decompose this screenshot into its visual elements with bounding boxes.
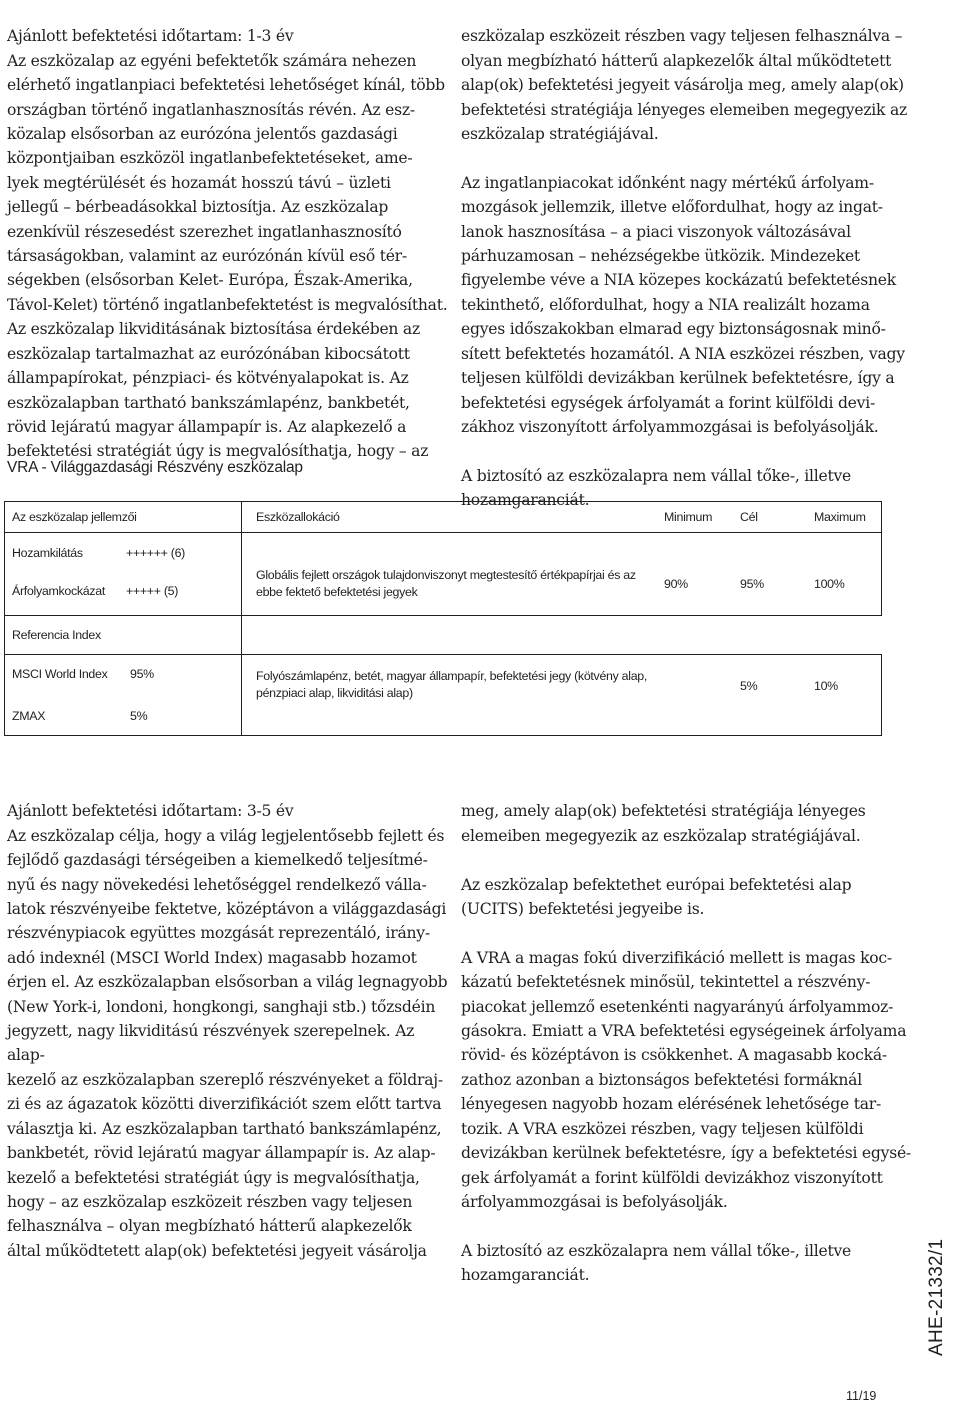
allocation-target: 95% <box>740 577 764 591</box>
section-title: VRA - Világgazdasági Részvény eszközalap <box>7 459 303 476</box>
target-header: Cél <box>740 510 758 524</box>
index-name: MSCI World Index <box>12 667 108 681</box>
expected-return-label: Hozamkilátás <box>12 546 83 560</box>
expected-return-value: ++++++ (6) <box>126 546 186 560</box>
table-header-characteristics: Az eszközalap jellemzői <box>4 501 242 533</box>
volatility-value: +++++ (5) <box>126 584 179 598</box>
allocation-row-2 <box>241 654 882 736</box>
top-left-text-column <box>7 0 452 488</box>
page-number: 11/19 <box>846 1389 877 1403</box>
minimum-header: Minimum <box>664 510 713 524</box>
paragraph: Ajánlott befektetési időtartam: 3-5 év Az eszközalap célja, hogy a világ legjelentősebb fejlett és fejlődő gazdasági térségeiben a kiemelkedő teljesítmé- nyű és nagy növekedési lehetőséggel rendelkező válla- latok részvényeibe fektetve, középtávon a világgazdasági részvénypiacok együttes mozgását reprezentáló, irány- adó indexnél (MSCI World Index) magasabb hozamot érjen el. Az eszközalapban elsősorban a világ legnagyobb (New York-i, londoni, hongkongi, sanghaji stb.) tőzsdéin jegyzett, nagy likviditású részvények szerepelnek. Az alap- kezelő az eszközalapban szereplő részvényeket a földraj- zi és az ágazatok közötti diverzifikációt szem előtt tartva választja ki. Az eszközalapban tartható bankszámlapénz, bankbetét, rövid lejáratú magyar állampapír is. Az alap- kezelő a befektetési stratégiát úgy is megvalósíthatja, hogy – az eszközalap eszközeit részben vagy teljesen felhasználva – olyan megbízható hátterű alapkezelők által működtetett alap(ok) befektetési jegyeit vásárolja <box>7 802 448 1260</box>
allocation-row-1 <box>241 532 882 616</box>
risk-return-cell <box>4 532 242 616</box>
document-code: AHE-21332/1 <box>926 1238 947 1356</box>
allocation-maximum: 100% <box>814 577 845 591</box>
bottom-left-text-column <box>7 775 452 1288</box>
paragraph: Az ingatlanpiacokat időnként nagy mértékű árfolyam- mozgások jellemzik, illetve előfordulhat, hogy az ingat- lanok hasznosítása – a piaci viszonyok változásával párhuzamosan – nehézségekbe ütközik. Mindezeket figyelembe véve a NIA közepes kockázatú befektetésnek tekinthető, előfordulhat, hogy a NIA realizált hozama egyes időszakokban elmarad egy biztonságosnak minő- sített befektetés hozamától. A NIA eszközei részben, vagy teljesen külföldi devizákban kerülnek befektetésre, így a befektetési egységek árfolyamát a forint külföldi devi- zákhoz viszonyított árfolyammozgásai is befolyásolják. <box>461 173 905 436</box>
index-weight: 5% <box>130 709 148 723</box>
paragraph: meg, amely alap(ok) befektetési stratégiája lényeges elemeiben megegyezik az eszközalap stratégiájával. <box>461 802 866 845</box>
paragraph: A VRA a magas fokú diverzifikáció mellett is magas koc- kázatú befektetésnek minősül, tekintettel a részvény- piacokat jellemző esetenkénti nagyarányú árfolyammoz- gásokra. Emiatt a VRA befektetési egységeinek árfolyama rövid- és középtávon is csökkenhet. A magasabb kocká- zathoz azonban a biztonságos befektetési formáknál lényegesen nagyobb hozam elérésének lehetősége tar- tozik. A VRA eszközei részben, vagy teljesen külföldi devizákban kerülnek befektetésre, így a befektetési egysé- gek árfolyamát a forint külföldi devizákhoz viszonyított árfolyammozgásai is befolyásolják. <box>461 948 911 1211</box>
table-header-allocation <box>241 501 882 533</box>
maximum-header: Maximum <box>814 510 866 524</box>
reference-index-header: Referencia Index <box>4 615 242 655</box>
allocation-description: Folyószámlapénz, betét, magyar állampapír, befektetési jegy (kötvény alap, pénzpiaci alap, likviditási alap) <box>256 669 648 700</box>
paragraph: eszközalap eszközeit részben vagy teljesen felhasználva – olyan megbízható hátterű alapkezelők által működtetett alap(ok) befektetési jegyeit vásárolja meg, amely alap(ok) befektetési stratégiája lényeges elemeiben megegyezik az eszközalap stratégiájával. <box>461 27 907 144</box>
index-rows-cell <box>4 654 242 736</box>
allocation-minimum: 90% <box>664 577 688 591</box>
allocation-description: Globális fejlett országok tulajdonviszonyt megtestesítő értékpapírjai és az ebbe fektető befektetési jegyek <box>256 568 636 599</box>
paragraph: Az eszközalap befektethet európai befektetési alap (UCITS) befektetési jegyeibe is. <box>461 875 852 919</box>
paragraph: Ajánlott befektetési időtartam: 1-3 év Az eszközalap az egyéni befektetők számára nehezen elérhető ingatlanpiaci befektetési lehetőséget kínál, több országban történő ingatlanhasznosítás révén. Az esz- közalap elsősorban az eurózóna jelentős gazdasági központjaiban eszközöl ingatlanbefektetéseket, ame- lyek megtérülését és hozamát hosszú távú – üzleti jellegű – bérbeadásokkal biztosítja. Az eszközalap ezenkívül részesedést szerezhet ingatlanhasznosító társaságokban, valamint az eurózónán kívül eső tér- ségekben (elsősorban Kelet- Európa, Észak-Amerika, Távol-Kelet) történő ingatlanbefektetést is megvalósíthat. Az eszközalap likviditásának biztosítása érdekében az eszközalap tartalmazhat az eurózónában kibocsátott állampapírokat, pénzpiaci- és kötvényalapokat is. Az eszközalapban tartható bankszámlapénz, bankbetét, rövid lejáratú magyar állampapír is. Az alapkezelő a befektetési stratégiát úgy is megvalósíthatja, hogy – az <box>7 27 448 461</box>
bottom-right-text-column <box>461 775 911 1312</box>
allocation-target: 5% <box>740 679 758 693</box>
allocation-maximum: 10% <box>814 679 838 693</box>
paragraph: A biztosító az eszközalapra nem vállal tőke-, illetve hozamgaranciát. <box>461 466 851 510</box>
index-weight: 95% <box>130 667 154 681</box>
index-name: ZMAX <box>12 709 46 723</box>
paragraph: A biztosító az eszközalapra nem vállal tőke-, illetve hozamgaranciát. <box>461 1241 851 1285</box>
top-right-text-column <box>461 0 911 537</box>
volatility-label: Árfolyamkockázat <box>12 584 105 598</box>
allocation-header: Eszközallokáció <box>256 510 340 524</box>
